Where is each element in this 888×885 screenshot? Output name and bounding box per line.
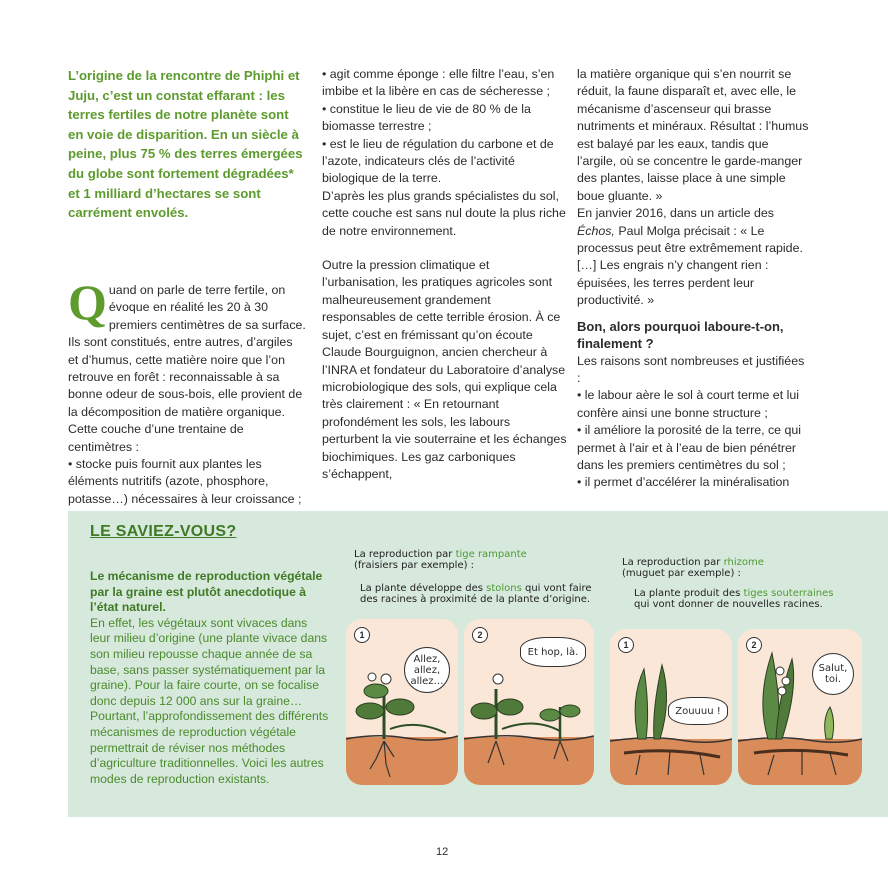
bullet-mineralisation: • il permet d’accélérer la minéralisation [577,475,790,490]
comic1-heading [354,549,594,571]
comic2-heading [622,557,852,579]
did-you-know-box [68,511,888,817]
intro-text: uand on parle de terre fertile, on évoque en réalité les 20 à 30 premiers centimètres de sa surface. Ils sont constitués, entre autres, d’argiles et d’humus, cette matière noire que l’on retrouve en forêt : reconnaissable à sa bonne odeur de sous-bois, elle provient de la décomposition de matière organique. Cette couche d’une trentaine de centimètres : [68,283,306,454]
comic2-heading-sub: (muguet par exemple) : [622,568,741,579]
paragraph-specialistes: D’après les plus grands spécialistes du sol, cette couche est sans nul doute la plus riche de notre environnement. [322,188,566,238]
panel-number: 1 [354,627,370,643]
intro-paragraph [68,274,306,456]
echos-text-b: Paul Molga précisait : « Le processus peut être extrêmement rapide. […] Les engrais n’y changent rien : épuisées, les terres perdent leur productivité. » [577,223,803,308]
bullet-stocke: • stocke puis fournit aux plantes les éléments nutritifs (azote, phosphore, potasse…) nécessaires à leur croissance ; [68,457,302,506]
bullet-aere: • le labour aère le sol à court terme et lui confère ainsi une bonne structure ; [577,388,799,420]
paragraph-humus: la matière organique qui s’en nourrit se réduit, la faune disparaît et, avec elle, le mécanisme d’ascenseur qui brasse nutriments et minéraux. Résultat : l’humus est balayé par les eaux, tandis que l’argile, où se concentre le garde-manger des plantes, laisse place à une simple boue gluante. » [577,67,809,203]
comic1-desc-pre: La plante développe des [360,583,487,594]
box-title: LE SAVIEZ-VOUS? [90,523,237,540]
echos-title: Échos, [577,223,615,238]
lead-paragraph: L’origine de la rencontre de Phiphi et Juju, c’est un constat effarant : les terres fertiles de notre planète sont en voie de disparition. En un siècle à peine, plus 75 % des terres émergées du globe sont fortement dégradées* et 1 milliard d’hectares se sont carrément envolés. [68,68,303,221]
subheading-labour: Bon, alors pourquoi laboure-t-on, finalement ? [577,318,784,352]
box-body: En effet, les végétaux sont vivaces dans leur milieu d’origine (une plante vivace dans son milieu repousse chaque année de sa base, sans passer systématiquement par la graine). Pour la faire courte, on se focalise donc depuis 12 000 ans sur la graine… Pourtant, l’approfondissement des différents mécanismes de reproduction végétale permettrait de réviser nos méthodes d’agriculture traditionnelles. Voici les autres modes de reproduction existants. [90,615,329,786]
page-number: 12 [436,846,449,858]
comic1-heading-pre: La reproduction par [354,549,456,560]
paragraph-bourguignon: Outre la pression climatique et l’urbanisation, les pratiques agricoles sont malheureusement grandement responsables de cette terrible érosion. À ce sujet, c’est en frémissant qu’on écoute Claude Bourguignon, ancien chercheur à l’INRA et fondateur du Laboratoire d’analyse microbiologique des sols, qui explique cela très clairement : « En retournant profondément les sols, les labours perturbent la vie souterraine et les échanges biochimiques. Les gaz carboniques s’échappent, [322,258,567,481]
panel-number: 2 [472,627,488,643]
speech-bubble: Et hop, là. [520,637,586,667]
comic1-panel-2 [464,619,594,785]
comic2-desc-post: qui vont donner de nouvelles racines. [634,599,823,610]
comic2-description [634,588,834,610]
comic1-heading-sub: (fraisiers par exemple) : [354,560,475,571]
panel-number: 1 [618,637,634,653]
column-3 [577,66,809,492]
bullet-eponge: • agit comme éponge : elle filtre l’eau, s’en imbibe et la libère en cas de sécheresse ; [322,67,555,99]
paragraph-echos [577,205,809,309]
comic1-desc-green: stolons [486,583,522,594]
bullet-carbone: • est le lieu de régulation du carbone et de l’azote, indicateurs clés de l’activité biologique de la terre. [322,136,554,186]
paragraph-raisons: Les raisons sont nombreuses et justifiées : [577,353,805,385]
bullet-porosite: • il améliore la porosité de la terre, ce qui permet à l’air et à l’eau de bien pénétrer dans les premiers centimètres du sol ; [577,423,802,472]
column-2 [322,66,567,483]
box-text [90,569,330,787]
column-1 [68,274,306,508]
speech-bubble: Zouuuu ! [668,697,728,725]
echos-text-a: En janvier 2016, dans un article des [577,206,774,221]
comic2-heading-pre: La reproduction par [622,557,724,568]
comic1-description [360,583,596,605]
drop-cap: Q [68,274,107,330]
comic1-heading-green: tige rampante [455,549,527,560]
comic2-desc-pre: La plante produit des [634,588,744,599]
comic1-panel-1 [346,619,458,785]
comic2-panel-1 [610,629,732,785]
comic1-desc-post: qui vont faire des racines à proximité de la plante d’origine. [360,583,592,605]
comic2-desc-green: tiges souterraines [743,588,834,599]
bullet-biomasse: • constitue le lieu de vie de 80 % de la biomasse terrestre ; [322,101,531,134]
panel-number: 2 [746,637,762,653]
speech-bubble: Salut, toi. [812,653,854,695]
plant-stolon-illustration [346,619,458,785]
box-bold-intro: Le mécanisme de reproduction végétale par la graine est plutôt anecdotique à l’état naturel. [90,569,323,615]
speech-bubble: Allez, allez, allez… [404,647,450,693]
comic2-panel-2 [738,629,862,785]
lily-of-the-valley-illustration [738,629,862,785]
comic2-heading-green: rhizome [723,557,764,568]
